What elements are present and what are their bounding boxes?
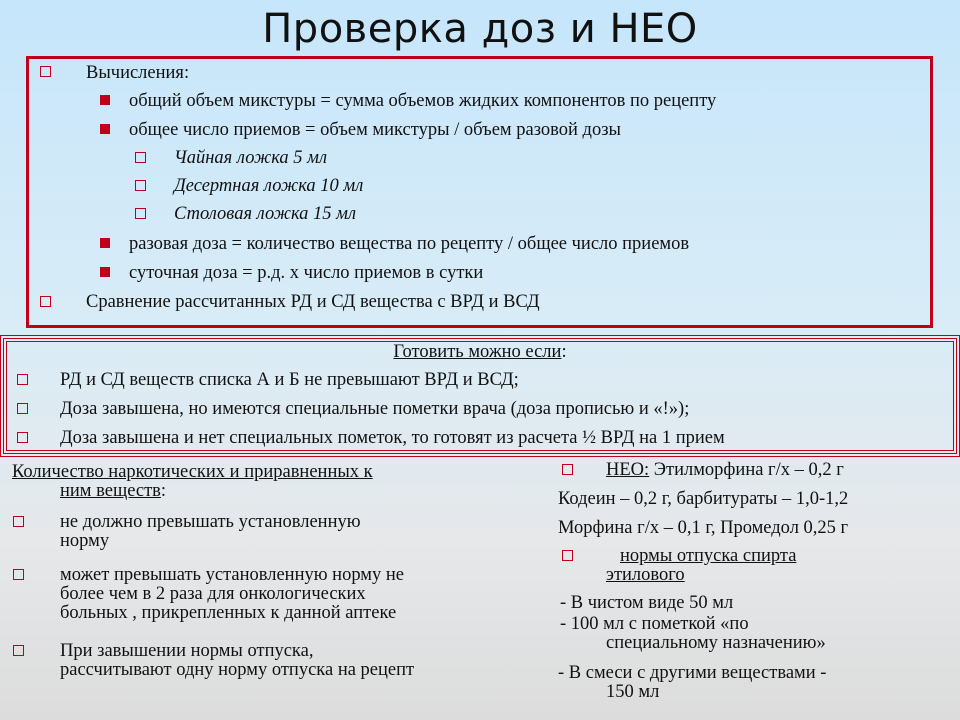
hollow-square-bullet-icon	[562, 464, 573, 475]
hollow-square-bullet-icon	[135, 208, 146, 219]
dessert-spoon-line: Десертная ложка 10 мл	[174, 176, 364, 196]
neo-line-3: Морфина г/х – 0,1 г, Промедол 0,25 г	[558, 518, 849, 538]
neo-line-2: Кодеин – 0,2 г, барбитураты – 1,0-1,2	[558, 489, 849, 509]
spirit-norms: нормы отпуска спирта этилового	[606, 546, 797, 585]
spirit-mixture: - В смеси с другими веществами - 150 мл	[558, 663, 827, 702]
filled-square-bullet-icon	[100, 95, 110, 105]
hollow-square-bullet-icon	[562, 550, 573, 561]
narcotics-item-1: не должно превышать установленную норму	[60, 512, 361, 551]
hollow-square-bullet-icon	[13, 516, 24, 527]
tablespoon-line: Столовая ложка 15 мл	[174, 204, 357, 224]
total-volume-line: общий объем микстуры = сумма объемов жидких компонентов по рецепту	[129, 91, 717, 111]
hollow-square-bullet-icon	[135, 180, 146, 191]
total-intakes-line: общее число приемов = объем микстуры / объем разовой дозы	[129, 120, 621, 140]
filled-square-bullet-icon	[100, 124, 110, 134]
calculations-heading: Вычисления:	[86, 63, 190, 83]
slide-title: Проверка доз и НЕО	[262, 6, 698, 52]
hollow-square-bullet-icon	[40, 296, 51, 307]
hollow-square-bullet-icon	[135, 152, 146, 163]
prepare-item-3: Доза завышена и нет специальных пометок, то готовят из расчета ½ ВРД на 1 прием	[60, 428, 725, 448]
hollow-square-bullet-icon	[17, 403, 28, 414]
narcotics-item-2: может превышать установленную норму не более чем в 2 раза для онкологических больных , прикрепленных к данной аптеке	[60, 565, 404, 623]
hollow-square-bullet-icon	[17, 374, 28, 385]
hollow-square-bullet-icon	[13, 569, 24, 580]
spirit-pure: - В чистом виде 50 мл	[560, 593, 734, 613]
narcotics-heading: Количество наркотических и приравненных к ним веществ:	[12, 462, 373, 501]
hollow-square-bullet-icon	[13, 645, 24, 656]
neo-line-1: НЕО: Этилморфина г/х – 0,2 г	[606, 460, 844, 480]
prepare-heading: Готовить можно если:	[393, 342, 567, 362]
filled-square-bullet-icon	[100, 238, 110, 248]
filled-square-bullet-icon	[100, 267, 110, 277]
daily-dose-line: суточная доза = р.д. х число приемов в сутки	[129, 263, 484, 283]
prepare-item-1: РД и СД веществ списка А и Б не превышают ВРД и ВСД;	[60, 370, 519, 390]
prepare-item-2: Доза завышена, но имеются специальные пометки врача (доза прописью и «!»);	[60, 399, 690, 419]
teaspoon-line: Чайная ложка 5 мл	[174, 148, 328, 168]
single-dose-line: разовая доза = количество вещества по рецепту / общее число приемов	[129, 234, 690, 254]
hollow-square-bullet-icon	[17, 432, 28, 443]
hollow-square-bullet-icon	[40, 66, 51, 77]
spirit-marked: - 100 мл с пометкой «по специальному назначению»	[560, 614, 826, 653]
narcotics-item-3: При завышении нормы отпуска, рассчитывают одну норму отпуска на рецепт	[60, 641, 415, 680]
comparison-line: Сравнение рассчитанных РД и СД вещества с ВРД и ВСД	[86, 292, 540, 312]
